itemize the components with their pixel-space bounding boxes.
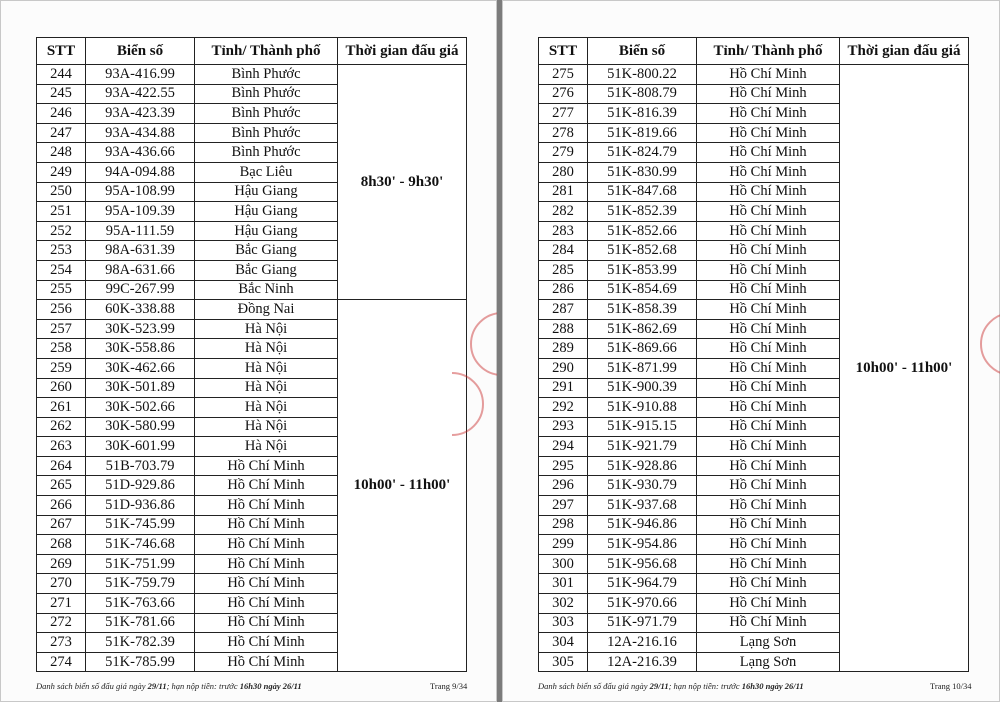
header-plate: Biển số: [588, 38, 697, 65]
cell-province: Hồ Chí Minh: [195, 613, 338, 633]
footer-prefix: Danh sách biển số đấu giá ngày: [538, 681, 650, 691]
cell-stt: 246: [37, 104, 86, 124]
cell-stt: 266: [37, 496, 86, 516]
cell-plate: 51K-862.69: [588, 319, 697, 339]
cell-stt: 254: [37, 260, 86, 280]
cell-plate: 51K-847.68: [588, 182, 697, 202]
cell-stt: 297: [539, 496, 588, 516]
cell-province: Hồ Chí Minh: [195, 515, 338, 535]
cell-stt: 253: [37, 241, 86, 261]
cell-province: Hồ Chí Minh: [697, 339, 840, 359]
cell-stt: 250: [37, 182, 86, 202]
cell-stt: 263: [37, 437, 86, 457]
cell-province: Hồ Chí Minh: [697, 300, 840, 320]
cell-stt: 257: [37, 319, 86, 339]
cell-plate: 51K-852.68: [588, 241, 697, 261]
footer-prefix: Danh sách biển số đấu giá ngày: [36, 681, 148, 691]
cell-plate: 98A-631.66: [86, 260, 195, 280]
cell-plate: 51K-900.39: [588, 378, 697, 398]
cell-plate: 99C-267.99: [86, 280, 195, 300]
cell-province: Bình Phước: [195, 143, 338, 163]
cell-stt: 248: [37, 143, 86, 163]
cell-stt: 296: [539, 476, 588, 496]
cell-plate: 30K-502.66: [86, 398, 195, 418]
cell-plate: 51D-929.86: [86, 476, 195, 496]
cell-plate: 95A-109.39: [86, 202, 195, 222]
cell-stt: 252: [37, 221, 86, 241]
cell-province: Bình Phước: [195, 84, 338, 104]
cell-plate: 93A-436.66: [86, 143, 195, 163]
footer-deadline: 16h30 ngày 26/11: [741, 681, 804, 691]
cell-stt: 303: [539, 613, 588, 633]
cell-province: Hồ Chí Minh: [697, 280, 840, 300]
cell-plate: 51K-853.99: [588, 260, 697, 280]
cell-stt: 267: [37, 515, 86, 535]
cell-stt: 275: [539, 65, 588, 85]
cell-stt: 281: [539, 182, 588, 202]
cell-province: Hồ Chí Minh: [697, 104, 840, 124]
cell-plate: 51K-759.79: [86, 574, 195, 594]
cell-province: Hồ Chí Minh: [697, 123, 840, 143]
cell-plate: 94A-094.88: [86, 162, 195, 182]
cell-province: Hà Nội: [195, 398, 338, 418]
cell-stt: 258: [37, 339, 86, 359]
cell-plate: 51K-824.79: [588, 143, 697, 163]
cell-province: Bạc Liêu: [195, 162, 338, 182]
cell-plate: 51K-871.99: [588, 358, 697, 378]
cell-province: Hồ Chí Minh: [697, 202, 840, 222]
red-seal-stamp-edge: [980, 312, 1000, 376]
footer-date: 29/11: [147, 681, 167, 691]
cell-plate: 51K-781.66: [86, 613, 195, 633]
cell-province: Hồ Chí Minh: [697, 84, 840, 104]
cell-stt: 268: [37, 535, 86, 555]
page-number: Trang 10/34: [930, 681, 972, 691]
cell-province: Hồ Chí Minh: [195, 496, 338, 516]
cell-auction-time: 8h30' - 9h30': [338, 65, 467, 300]
cell-stt: 249: [37, 162, 86, 182]
cell-province: Hà Nội: [195, 378, 338, 398]
cell-plate: 30K-558.86: [86, 339, 195, 359]
cell-stt: 294: [539, 437, 588, 457]
cell-province: Hồ Chí Minh: [697, 241, 840, 261]
cell-stt: 261: [37, 398, 86, 418]
cell-province: Hồ Chí Minh: [195, 652, 338, 672]
cell-stt: 271: [37, 594, 86, 614]
cell-province: Hồ Chí Minh: [697, 515, 840, 535]
cell-plate: 51K-915.15: [588, 417, 697, 437]
cell-plate: 51B-703.79: [86, 456, 195, 476]
cell-province: Hà Nội: [195, 417, 338, 437]
cell-stt: 300: [539, 554, 588, 574]
cell-province: Hồ Chí Minh: [697, 613, 840, 633]
cell-stt: 287: [539, 300, 588, 320]
auction-table-left: [36, 37, 467, 672]
cell-plate: 51K-852.66: [588, 221, 697, 241]
cell-province: Hồ Chí Minh: [697, 221, 840, 241]
cell-stt: 293: [539, 417, 588, 437]
cell-stt: 259: [37, 358, 86, 378]
cell-plate: 51K-852.39: [588, 202, 697, 222]
cell-plate: 30K-580.99: [86, 417, 195, 437]
cell-province: Hồ Chí Minh: [697, 358, 840, 378]
cell-stt: 277: [539, 104, 588, 124]
cell-province: Hồ Chí Minh: [697, 319, 840, 339]
header-stt: STT: [539, 38, 588, 65]
cell-stt: 285: [539, 260, 588, 280]
cell-plate: 51K-946.86: [588, 515, 697, 535]
cell-province: Bắc Giang: [195, 241, 338, 261]
header-province: Tỉnh/ Thành phố: [697, 38, 840, 65]
cell-plate: 30K-523.99: [86, 319, 195, 339]
cell-stt: 302: [539, 594, 588, 614]
page-footer-note: [36, 681, 302, 691]
cell-plate: 51K-830.99: [588, 162, 697, 182]
cell-province: Hồ Chí Minh: [697, 594, 840, 614]
page-footer-note: [538, 681, 804, 691]
cell-province: Hà Nội: [195, 339, 338, 359]
cell-stt: 269: [37, 554, 86, 574]
document-page-left: [0, 0, 497, 702]
header-plate: Biển số: [86, 38, 195, 65]
cell-province: Hồ Chí Minh: [195, 456, 338, 476]
cell-plate: 51K-808.79: [588, 84, 697, 104]
header-stt: STT: [37, 38, 86, 65]
cell-province: Hồ Chí Minh: [697, 65, 840, 85]
cell-plate: 51K-816.39: [588, 104, 697, 124]
cell-plate: 51K-954.86: [588, 535, 697, 555]
cell-plate: 98A-631.39: [86, 241, 195, 261]
cell-province: Hậu Giang: [195, 202, 338, 222]
cell-stt: 288: [539, 319, 588, 339]
cell-stt: 260: [37, 378, 86, 398]
cell-province: Hồ Chí Minh: [697, 378, 840, 398]
cell-province: Hồ Chí Minh: [195, 554, 338, 574]
cell-province: Bình Phước: [195, 65, 338, 85]
cell-stt: 255: [37, 280, 86, 300]
cell-plate: 51K-858.39: [588, 300, 697, 320]
cell-stt: 264: [37, 456, 86, 476]
cell-plate: 51K-763.66: [86, 594, 195, 614]
cell-province: Hồ Chí Minh: [697, 162, 840, 182]
cell-plate: 51K-751.99: [86, 554, 195, 574]
cell-plate: 30K-462.66: [86, 358, 195, 378]
cell-stt: 301: [539, 574, 588, 594]
header-time: Thời gian đấu giá: [840, 38, 969, 65]
cell-stt: 286: [539, 280, 588, 300]
table-row: [37, 300, 467, 320]
cell-province: Hồ Chí Minh: [697, 535, 840, 555]
cell-stt: 295: [539, 456, 588, 476]
cell-province: Hồ Chí Minh: [195, 594, 338, 614]
cell-stt: 278: [539, 123, 588, 143]
cell-plate: 12A-216.39: [588, 652, 697, 672]
table-body: [539, 65, 969, 672]
cell-province: Hồ Chí Minh: [195, 535, 338, 555]
cell-province: Hậu Giang: [195, 182, 338, 202]
cell-stt: 282: [539, 202, 588, 222]
cell-province: Hà Nội: [195, 358, 338, 378]
cell-plate: 51K-964.79: [588, 574, 697, 594]
cell-stt: 299: [539, 535, 588, 555]
cell-province: Hồ Chí Minh: [697, 182, 840, 202]
cell-province: Hồ Chí Minh: [697, 554, 840, 574]
cell-province: Lạng Sơn: [697, 652, 840, 672]
cell-province: Hà Nội: [195, 319, 338, 339]
cell-province: Hồ Chí Minh: [195, 574, 338, 594]
cell-plate: 51K-970.66: [588, 594, 697, 614]
cell-plate: 60K-338.88: [86, 300, 195, 320]
table-row: [37, 65, 467, 85]
cell-stt: 273: [37, 633, 86, 653]
cell-plate: 51K-921.79: [588, 437, 697, 457]
cell-stt: 283: [539, 221, 588, 241]
cell-stt: 262: [37, 417, 86, 437]
cell-plate: 51K-819.66: [588, 123, 697, 143]
cell-stt: 289: [539, 339, 588, 359]
cell-plate: 93A-434.88: [86, 123, 195, 143]
cell-plate: 30K-501.89: [86, 378, 195, 398]
cell-stt: 304: [539, 633, 588, 653]
cell-stt: 279: [539, 143, 588, 163]
cell-province: Hồ Chí Minh: [697, 496, 840, 516]
cell-plate: 51K-782.39: [86, 633, 195, 653]
cell-province: Bình Phước: [195, 104, 338, 124]
cell-stt: 272: [37, 613, 86, 633]
cell-plate: 93A-416.99: [86, 65, 195, 85]
cell-province: Hậu Giang: [195, 221, 338, 241]
cell-plate: 51K-746.68: [86, 535, 195, 555]
cell-stt: 280: [539, 162, 588, 182]
footer-deadline: 16h30 ngày 26/11: [239, 681, 302, 691]
cell-stt: 274: [37, 652, 86, 672]
page-number: Trang 9/34: [430, 681, 468, 691]
cell-province: Hà Nội: [195, 437, 338, 457]
cell-province: Hồ Chí Minh: [697, 476, 840, 496]
cell-province: Bắc Giang: [195, 260, 338, 280]
cell-plate: 51K-785.99: [86, 652, 195, 672]
cell-plate: 51K-930.79: [588, 476, 697, 496]
cell-plate: 51D-936.86: [86, 496, 195, 516]
header-province: Tỉnh/ Thành phố: [195, 38, 338, 65]
cell-province: Hồ Chí Minh: [697, 260, 840, 280]
cell-auction-time: 10h00' - 11h00': [840, 65, 969, 672]
cell-stt: 251: [37, 202, 86, 222]
cell-stt: 305: [539, 652, 588, 672]
cell-plate: 95A-111.59: [86, 221, 195, 241]
cell-plate: 95A-108.99: [86, 182, 195, 202]
cell-province: Lạng Sơn: [697, 633, 840, 653]
cell-stt: 284: [539, 241, 588, 261]
document-page-right: [502, 0, 1000, 702]
cell-stt: 265: [37, 476, 86, 496]
cell-plate: 51K-745.99: [86, 515, 195, 535]
cell-plate: 51K-971.79: [588, 613, 697, 633]
cell-plate: 51K-937.68: [588, 496, 697, 516]
cell-stt: 245: [37, 84, 86, 104]
cell-stt: 298: [539, 515, 588, 535]
cell-province: Hồ Chí Minh: [697, 574, 840, 594]
table-header-row: [37, 38, 467, 65]
header-time: Thời gian đấu giá: [338, 38, 467, 65]
cell-stt: 244: [37, 65, 86, 85]
cell-plate: 51K-928.86: [588, 456, 697, 476]
cell-stt: 270: [37, 574, 86, 594]
cell-stt: 256: [37, 300, 86, 320]
cell-plate: 30K-601.99: [86, 437, 195, 457]
table-body: [37, 65, 467, 672]
footer-middle: ; hạn nộp tiền: trước: [668, 681, 742, 691]
auction-table-right: [538, 37, 969, 672]
cell-plate: 51K-956.68: [588, 554, 697, 574]
cell-stt: 291: [539, 378, 588, 398]
cell-auction-time: 10h00' - 11h00': [338, 300, 467, 672]
table-row: [539, 65, 969, 85]
cell-province: Đồng Nai: [195, 300, 338, 320]
cell-stt: 290: [539, 358, 588, 378]
cell-province: Bình Phước: [195, 123, 338, 143]
cell-stt: 276: [539, 84, 588, 104]
cell-plate: 12A-216.16: [588, 633, 697, 653]
cell-province: Hồ Chí Minh: [697, 398, 840, 418]
cell-province: Hồ Chí Minh: [195, 476, 338, 496]
cell-province: Hồ Chí Minh: [195, 633, 338, 653]
cell-plate: 51K-910.88: [588, 398, 697, 418]
cell-plate: 51K-869.66: [588, 339, 697, 359]
cell-province: Hồ Chí Minh: [697, 417, 840, 437]
cell-province: Bắc Ninh: [195, 280, 338, 300]
cell-stt: 247: [37, 123, 86, 143]
cell-plate: 51K-800.22: [588, 65, 697, 85]
cell-province: Hồ Chí Minh: [697, 456, 840, 476]
cell-stt: 292: [539, 398, 588, 418]
cell-province: Hồ Chí Minh: [697, 143, 840, 163]
footer-middle: ; hạn nộp tiền: trước: [166, 681, 240, 691]
cell-plate: 93A-423.39: [86, 104, 195, 124]
cell-plate: 93A-422.55: [86, 84, 195, 104]
cell-province: Hồ Chí Minh: [697, 437, 840, 457]
cell-plate: 51K-854.69: [588, 280, 697, 300]
table-header-row: [539, 38, 969, 65]
footer-date: 29/11: [649, 681, 669, 691]
